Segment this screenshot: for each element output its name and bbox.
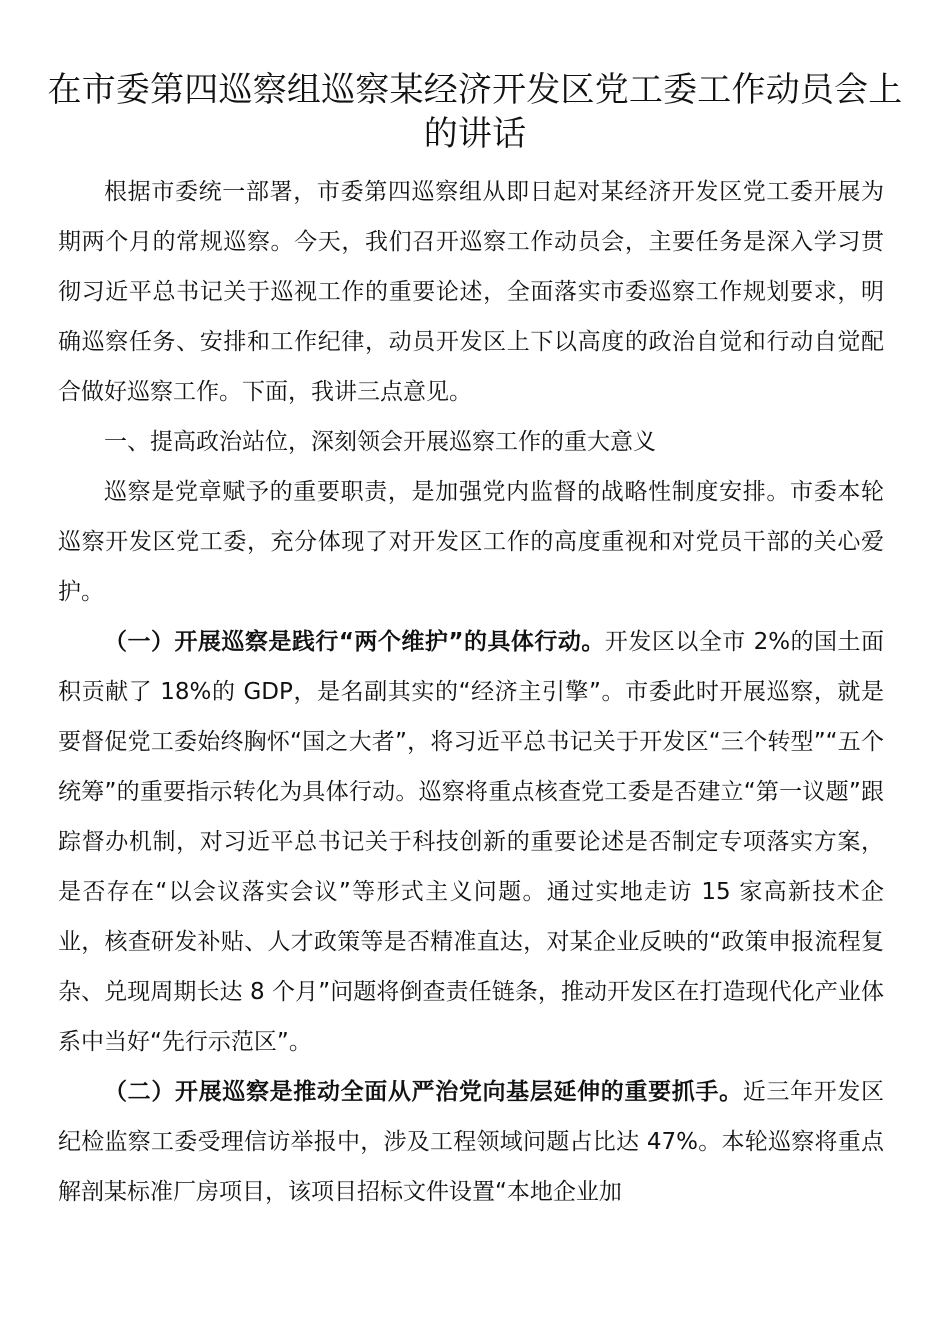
document-title: 在市委第四巡察组巡察某经济开发区党工委工作动员会上的讲话	[47, 70, 903, 154]
point-two-text: 近三年开发区纪检监察工委受理信访举报中，涉及工程领域问题占比达 47%。本轮巡察将重点解剖某标准厂房项目，该项目招标文件设置“本地企业加	[58, 1079, 884, 1205]
point-two-lead: （二）开展巡察是推动全面从严治党向基层延伸的重要抓手。	[104, 1079, 743, 1105]
intro-paragraph: 根据市委统一部署，市委第四巡察组从即日起对某经济开发区党工委开展为期两个月的常规巡察。今天，我们召开巡察工作动员会，主要任务是深入学习贯彻习近平总书记关于巡视工作的重要论述，全面落实市委巡察工作规划要求，明确巡察任务、安排和工作纪律，动员开发区上下以高度的政治自觉和行动自觉配合做好巡察工作。下面，我讲三点意见。	[58, 179, 884, 405]
section-paragraph: 巡察是党章赋予的重要职责，是加强党内监督的战略性制度安排。市委本轮巡察开发区党工委，充分体现了对开发区工作的高度重视和对党员干部的关心爱护。	[58, 479, 884, 605]
document-body	[58, 167, 884, 1217]
point-one-lead: （一）开展巡察是践行“两个维护”的具体行动。	[104, 629, 605, 655]
point-two-paragraph	[58, 1067, 884, 1217]
point-one-text: 开发区以全市 2%的国土面积贡献了 18%的 GDP，是名副其实的“经济主引擎”。市委此时开展巡察，就是要督促党工委始终胸怀“国之大者”，将习近平总书记关于开发区“三个转型”“五个统筹”的重要指示转化为具体行动。巡察将重点核查党工委是否建立“第一议题”跟踪督办机制，对习近平总书记关于科技创新的重要论述是否制定专项落实方案，是否存在“以会议落实会议”等形式主义问题。通过实地走访 15 家高新技术企业，核查研发补贴、人才政策等是否精准直达，对某企业反映的“政策申报流程复杂、兑现周期长达 8 个月”问题将倒查责任链条，推动开发区在打造现代化产业体系中当好“先行示范区”。	[58, 629, 884, 1055]
point-one-paragraph	[58, 617, 884, 1067]
section-heading: 一、提高政治站位，深刻领会开展巡察工作的重大意义	[104, 429, 656, 455]
